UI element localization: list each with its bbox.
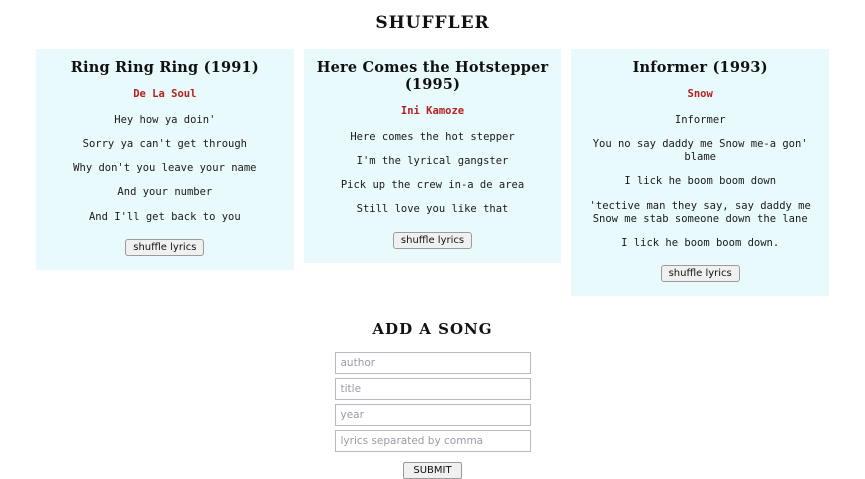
lyric-line: I'm the lyrical gangster — [356, 155, 509, 168]
lyric-line: And I'll get back to you — [88, 210, 241, 223]
submit-row — [335, 458, 531, 479]
song-author: De La Soul — [133, 88, 197, 100]
lyric-line: Why don't you leave your name — [73, 162, 257, 175]
year-input[interactable] — [335, 404, 531, 426]
song-title: Ring Ring Ring (1991) — [70, 59, 259, 76]
song-title: Informer (1993) — [632, 59, 768, 76]
lyric-line: 'tective man they say, say daddy me Snow me stab someone down the lane — [589, 199, 811, 225]
shuffle-lyrics-button[interactable]: shuffle lyrics — [393, 232, 472, 249]
author-input[interactable] — [335, 352, 531, 374]
page-title: SHUFFLER — [375, 13, 490, 33]
song-author: Snow — [687, 88, 713, 100]
lyric-line: Informer — [674, 114, 726, 126]
lyric-line: I lick he boom boom down — [624, 175, 777, 188]
lyric-line: Still love you like that — [356, 203, 509, 216]
shuffle-lyrics-button[interactable]: shuffle lyrics — [661, 265, 740, 282]
title-input[interactable] — [335, 378, 531, 400]
add-song-form — [335, 352, 531, 479]
lyric-line: I lick he boom boom down. — [621, 236, 780, 249]
lyric-line: You no say daddy me Snow me-a gon' blame — [592, 138, 808, 164]
song-author: Ini Kamoze — [400, 105, 465, 117]
song-card-list — [36, 49, 829, 296]
song-card — [571, 49, 829, 296]
submit-button[interactable]: SUBMIT — [403, 462, 461, 479]
lyrics-input[interactable] — [335, 430, 531, 452]
add-song-title: ADD A SONG — [372, 319, 493, 338]
song-title: Here Comes the Hotstepper (1995) — [316, 59, 549, 93]
shuffle-lyrics-button[interactable]: shuffle lyrics — [125, 239, 204, 256]
lyric-line: Here comes the hot stepper — [350, 131, 515, 143]
lyric-line: And your number — [117, 186, 213, 199]
song-card — [304, 49, 562, 263]
lyric-line: Sorry ya can't get through — [82, 138, 248, 151]
song-card — [36, 49, 294, 270]
lyric-line: Pick up the crew in-a de area — [340, 179, 525, 192]
lyric-line: Hey how ya doin' — [114, 114, 216, 126]
